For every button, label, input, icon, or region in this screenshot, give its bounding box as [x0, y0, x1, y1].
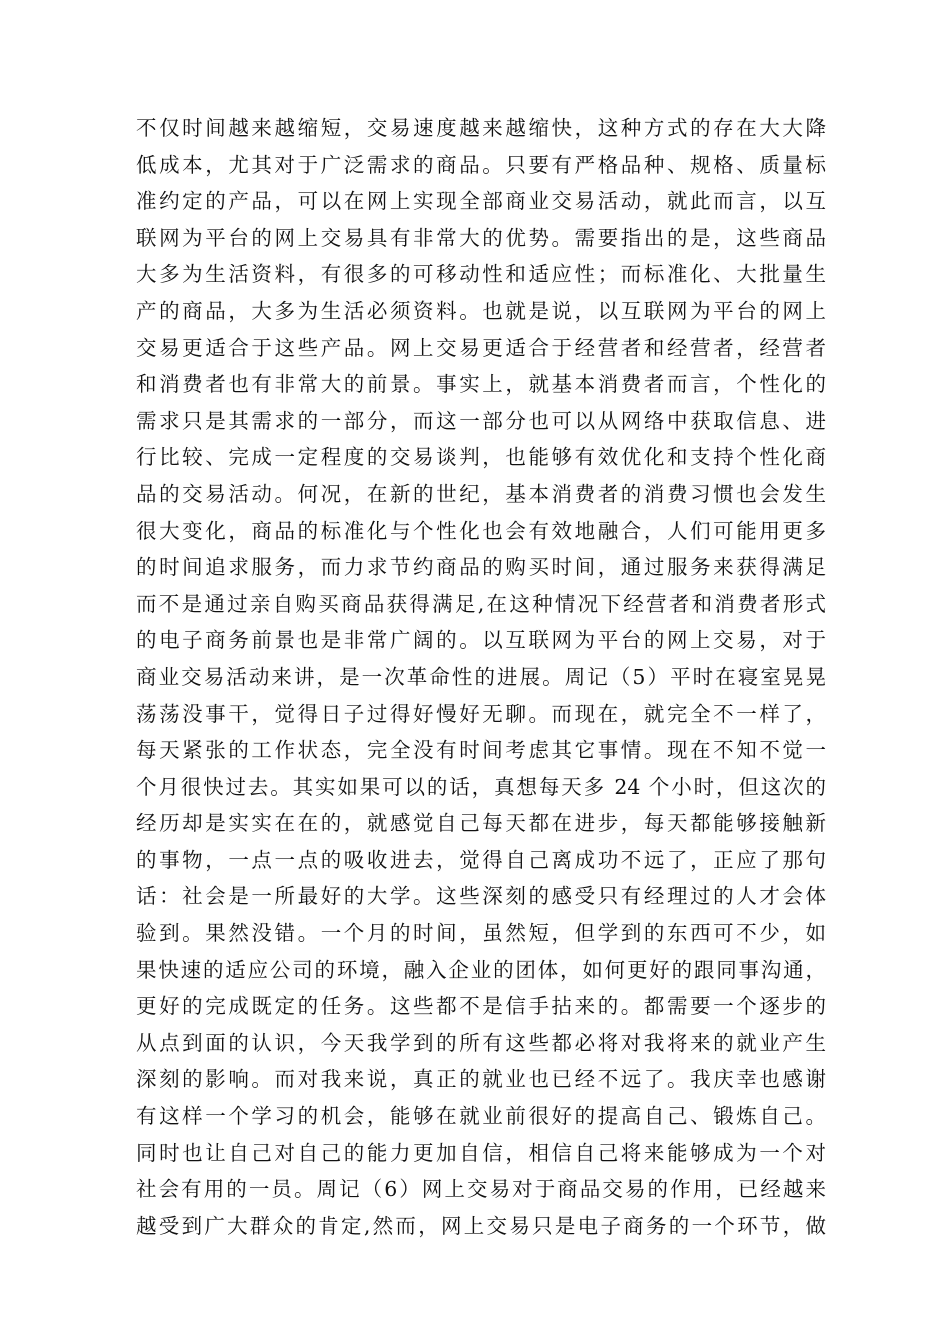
text-line: 品的交易活动。何况，在新的世纪，基本消费者的消费习惯也会发生	[136, 481, 826, 506]
text-line: 而不是通过亲自购买商品获得满足,在这种情况下经营者和消费者形式	[136, 591, 826, 616]
text-line: 每天紧张的工作状态，完全没有时间考虑其它事情。现在不知不觉一	[136, 738, 826, 763]
text-line: 产的商品，大多为生活必须资料。也就是说，以互联网为平台的网上	[136, 298, 826, 323]
text-line: 的时间追求服务，而力求节约商品的购买时间，通过服务来获得满足	[136, 555, 826, 580]
text-line: 商业交易活动来讲，是一次革命性的进展。周记（5）平时在寝室晃晃	[136, 664, 826, 689]
text-line: 有这样一个学习的机会，能够在就业前很好的提高自己、锻炼自己。	[136, 1104, 826, 1129]
text-line: 交易更适合于这些产品。网上交易更适合于经营者和经营者，经营者	[136, 335, 826, 360]
text-line: 社会有用的一员。周记（6）网上交易对于商品交易的作用，已经越来	[136, 1177, 826, 1202]
text-line: 果快速的适应公司的环境，融入企业的团体，如何更好的跟同事沟通，	[136, 957, 826, 982]
text-line: 深刻的影响。而对我来说，真正的就业也已经不远了。我庆幸也感谢	[136, 1067, 826, 1092]
text-line: 需求只是其需求的一部分，而这一部分也可以从网络中获取信息、进	[136, 408, 826, 433]
text-line: 更好的完成既定的任务。这些都不是信手拈来的。都需要一个逐步的	[136, 994, 826, 1019]
text-line: 的电子商务前景也是非常广阔的。以互联网为平台的网上交易，对于	[136, 628, 826, 653]
text-line: 越受到广大群众的肯定,然而，网上交易只是电子商务的一个环节，做	[136, 1213, 826, 1238]
text-line: 不仅时间越来越缩短，交易速度越来越缩快，这种方式的存在大大降	[136, 116, 826, 140]
text-line: 很大变化，商品的标准化与个性化也会有效地融合，人们可能用更多	[136, 518, 826, 543]
text-line: 个月很快过去。其实如果可以的话，真想每天多 24 个小时，但这次的	[136, 774, 826, 799]
text-line: 的事物，一点一点的吸收进去，觉得自己离成功不远了，正应了那句	[136, 847, 826, 872]
text-line: 经历却是实实在在的，就感觉自己每天都在进步，每天都能够接触新	[136, 811, 826, 836]
text-line: 联网为平台的网上交易具有非常大的优势。需要指出的是，这些商品	[136, 225, 826, 250]
text-line: 荡荡没事干，觉得日子过得好慢好无聊。而现在，就完全不一样了，	[136, 701, 826, 726]
body-text	[136, 110, 826, 1244]
text-line: 验到。果然没错。一个月的时间，虽然短，但学到的东西可不少，如	[136, 921, 826, 946]
text-line: 同时也让自己对自己的能力更加自信，相信自己将来能够成为一个对	[136, 1140, 826, 1165]
text-line: 低成本，尤其对于广泛需求的商品。只要有严格品种、规格、质量标	[136, 152, 826, 177]
text-line: 话：社会是一所最好的大学。这些深刻的感受只有经理过的人才会体	[136, 884, 826, 909]
text-line: 和消费者也有非常大的前景。事实上，就基本消费者而言，个性化的	[136, 372, 826, 397]
text-line: 行比较、完成一定程度的交易谈判，也能够有效优化和支持个性化商	[136, 445, 826, 470]
text-line: 准约定的产品，可以在网上实现全部商业交易活动，就此而言，以互	[136, 189, 826, 214]
text-line: 从点到面的认识，今天我学到的所有这些都必将对我将来的就业产生	[136, 1030, 826, 1055]
text-line: 大多为生活资料，有很多的可移动性和适应性；而标准化、大批量生	[136, 262, 826, 287]
